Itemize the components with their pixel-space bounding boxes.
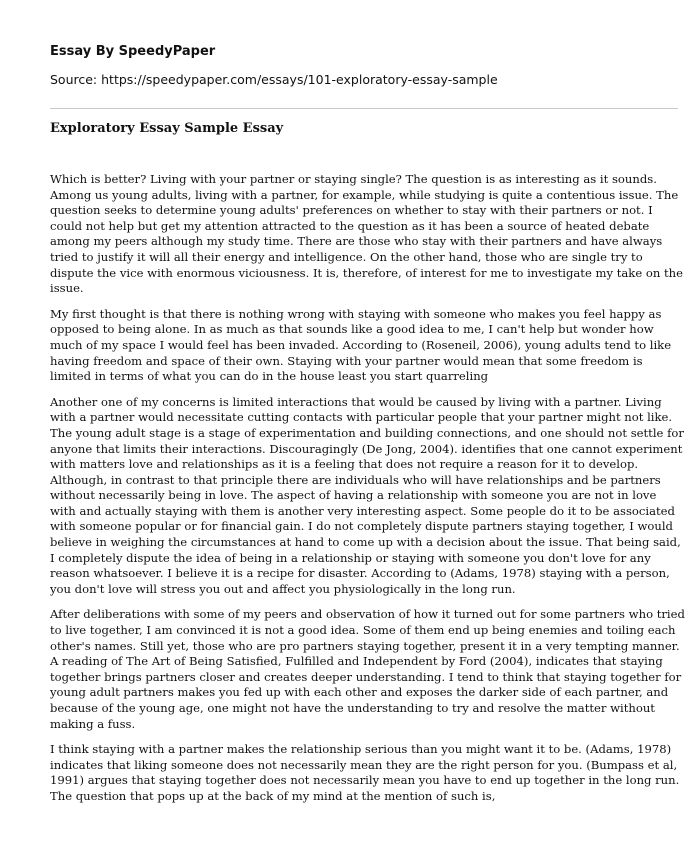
source-line: Source: https://speedypaper.com/essays/101-exploratory-essay-sample <box>50 72 498 87</box>
paragraph: I think staying with a partner makes the relationship serious than you might want it to be. (Adams, 1978) indicates that liking someone does not necessarily mean they are the right person for you. (Bumpass et al, 1991) argues that staying together does not necessarily mean you have to end up together in the long run. The question that pops up at the back of my mind at the mention of such is, <box>50 742 680 803</box>
essay-title: Exploratory Essay Sample Essay <box>50 121 284 136</box>
essay-body <box>50 172 685 815</box>
paragraph: After deliberations with some of my peers and observation of how it turned out for some partners who tried to live together, I am convinced it is not a good idea. Some of them end up being enemies and toiling each other's names. Still yet, those who are pro partners staying together, present it in a very tempting manner. A reading of The Art of Being Satisfied, Fulfilled and Independent by Ford (2004), indicates that staying together brings partners closer and creates deeper understanding. I tend to think that staying together for young adult partners makes you fed up with each other and exposes the darker side of each partner, and because of the young age, one might not have the understanding to try and resolve the matter without making a fuss. <box>50 607 685 731</box>
divider <box>50 108 678 109</box>
document-header-title: Essay By SpeedyPaper <box>50 44 216 59</box>
paragraph: Another one of my concerns is limited interactions that would be caused by living with a partner. Living with a partner would necessitate cutting contacts with particular people that your partner might not like. The young adult stage is a stage of experimentation and building connections, and one should not settle for anyone that limits their interactions. Discouragingly (De Jong, 2004). identifies that one cannot experiment with matters love and relationships as it is a feeling that does not require a reason for it to develop. Although, in contrast to that principle there are individuals who will have relationships and be partners without necessarily being in love. The aspect of having a relationship with someone you are not in love with and actually staying with them is another very interesting aspect. Some people do it to be associated with someone popular or for financial gain. I do not completely dispute partners staying together, I would believe in weighing the circumstances at hand to come up with a decision about the issue. That being said, I completely dispute the idea of being in a relationship or staying with someone you don't love for any reason whatsoever. I believe it is a recipe for disaster. According to (Adams, 1978) staying with a person, you don't love will stress you out and affect you physiologically in the long run. <box>50 394 684 596</box>
paragraph: My first thought is that there is nothing wrong with staying with someone who makes you feel happy as opposed to being alone. In as much as that sounds like a good idea to me, I can't help but wonder how much of my space I would feel has been invaded. According to (Roseneil, 2006), young adults tend to like having freedom and space of their own. Staying with your partner would mean that some freedom is limited in terms of what you can do in the house least you start quarreling <box>50 306 672 384</box>
paragraph: Which is better? Living with your partner or staying single? The question is as interesting as it sounds. Among us young adults, living with a partner, for example, while studying is quite a contentious issue. The question seeks to determine young adults' preferences on whether to stay with their partners or not. I could not help but get my attention attracted to the question as it has been a source of heated debate among my peers although my study time. There are those who stay with their partners and have always tried to justify it will all their energy and intelligence. On the other hand, those who are single try to dispute the vice with enormous viciousness. It is, therefore, of interest for me to investigate my take on the issue. <box>50 172 683 296</box>
